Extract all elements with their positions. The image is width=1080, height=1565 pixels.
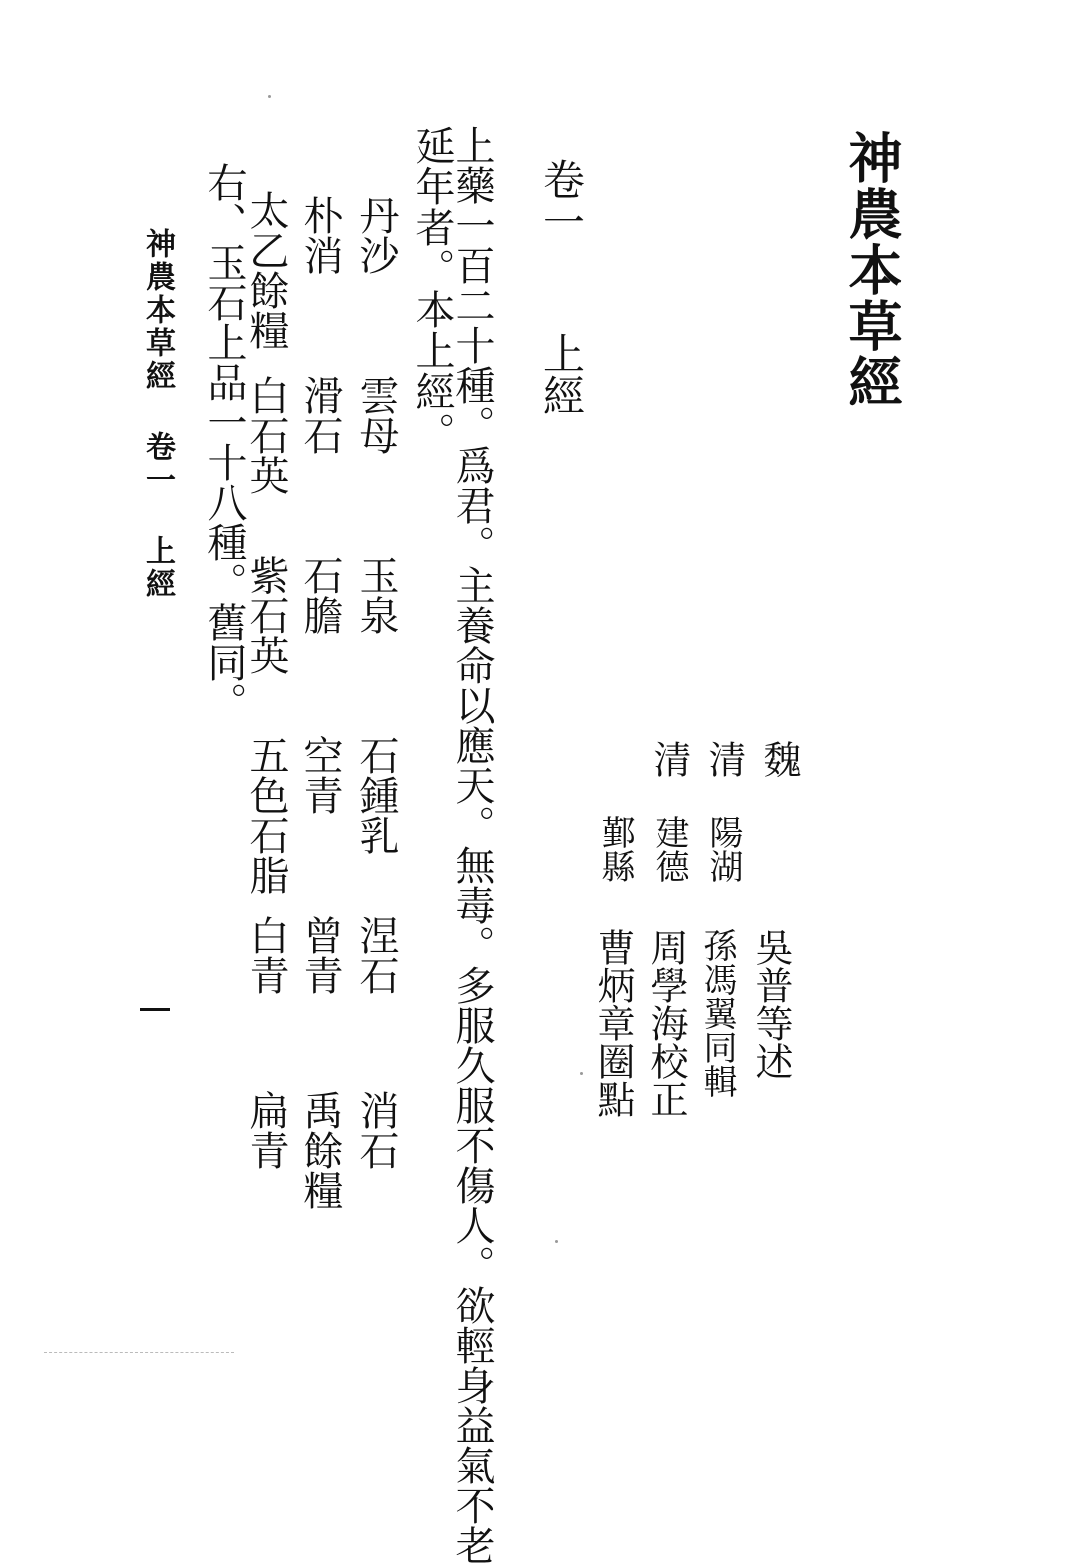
chapter-juan: 卷一 xyxy=(537,158,586,242)
drug-item: 太乙餘糧 xyxy=(243,190,289,350)
intro-line-1: 上藥一百二十種。爲君。主養命以應天。無毒。多服久服不傷人。欲輕身益氣不老 xyxy=(449,125,495,1565)
summary-note: 右、玉石上品一十八種。舊同。 xyxy=(201,162,247,722)
scan-speck xyxy=(268,95,271,98)
page-number xyxy=(140,1008,170,1011)
scan-artifact-rule xyxy=(44,1352,234,1353)
drug-item: 禹餘糧 xyxy=(297,1090,343,1210)
author-place-jiande: 建德 xyxy=(649,815,689,883)
drug-item: 玉泉 xyxy=(353,555,399,635)
drug-item: 紫石英 xyxy=(243,555,289,675)
author-dynasty-qing-2: 清 xyxy=(647,740,691,778)
drug-item: 扁青 xyxy=(243,1090,289,1170)
drug-item: 雲母 xyxy=(353,375,399,455)
drug-item: 丹沙 xyxy=(353,195,399,275)
scan-speck xyxy=(580,1072,583,1075)
author-name-wu-pu: 吳普等述 xyxy=(749,928,793,1080)
drug-item: 石鍾乳 xyxy=(353,735,399,855)
scan-speck xyxy=(555,1240,558,1243)
intro-line-2: 延年者。本上經。 xyxy=(409,125,455,453)
drug-item: 朴消 xyxy=(297,195,343,275)
drug-item: 白石英 xyxy=(243,375,289,495)
author-place-yinxian: 鄞縣 xyxy=(595,815,635,883)
book-title: 神農本草經 xyxy=(840,130,904,410)
drug-item: 五色石脂 xyxy=(243,735,289,895)
author-name-cao: 曹炳章圈點 xyxy=(591,928,635,1118)
chapter-section: 上經 xyxy=(537,332,586,416)
running-header: 神農本草經 卷一 上經 xyxy=(140,228,175,601)
author-name-zhou: 周學海校正 xyxy=(644,928,688,1118)
drug-item: 白青 xyxy=(243,915,289,995)
chapter-heading xyxy=(537,158,586,416)
author-dynasty-wei: 魏 xyxy=(757,740,801,778)
drug-item: 消石 xyxy=(353,1090,399,1170)
drug-item: 石膽 xyxy=(297,555,343,635)
drug-item: 滑石 xyxy=(297,375,343,455)
author-name-sun: 孫馮翼同輯 xyxy=(697,928,737,1098)
drug-item: 曾青 xyxy=(297,915,343,995)
author-dynasty-qing-1: 清 xyxy=(702,740,746,778)
drug-item: 空青 xyxy=(297,735,343,815)
author-place-yanghu: 陽湖 xyxy=(703,815,743,883)
drug-item: 涅石 xyxy=(353,915,399,995)
